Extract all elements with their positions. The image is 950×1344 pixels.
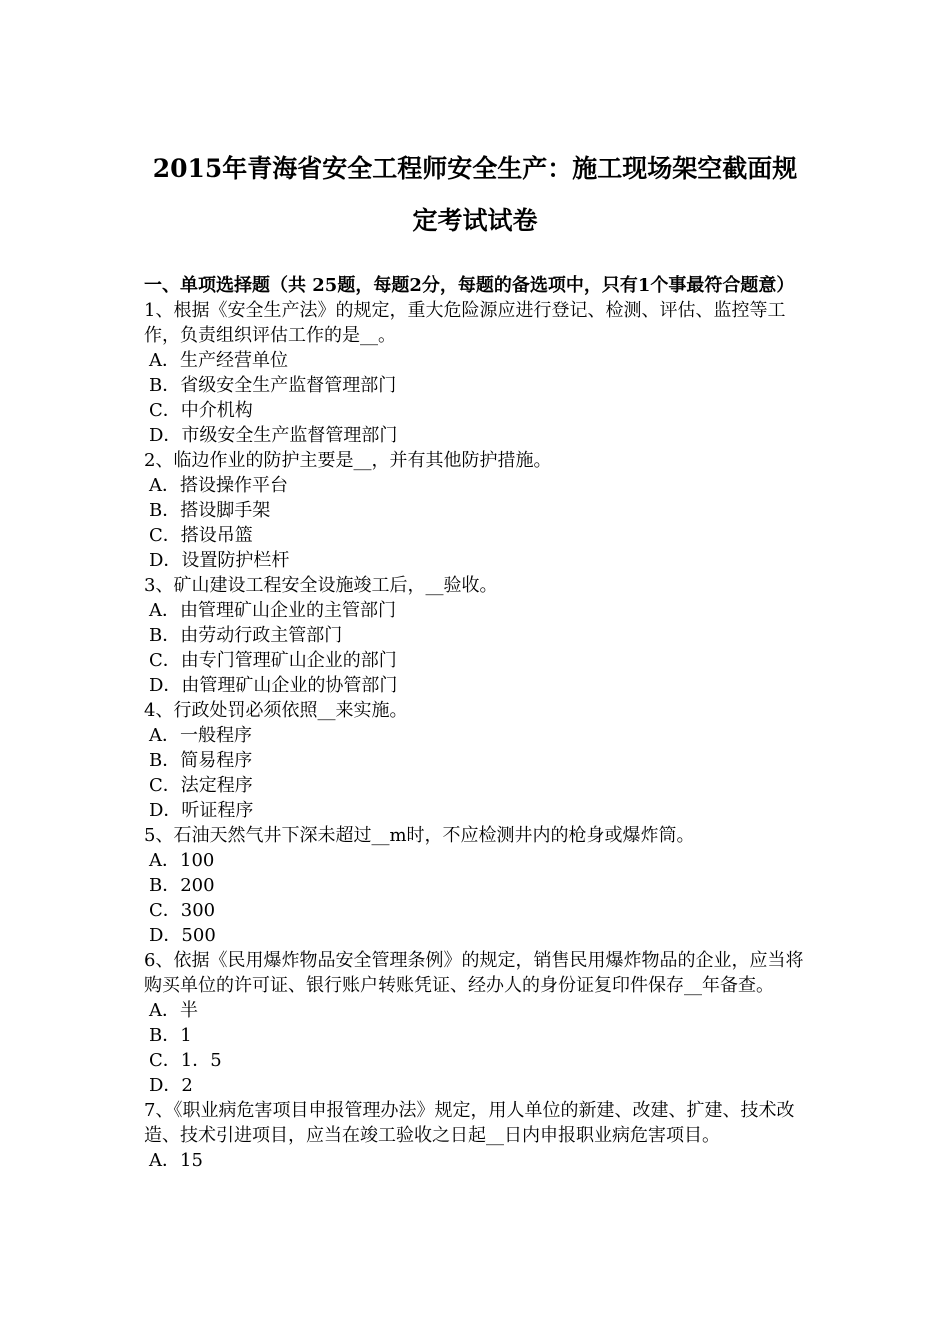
question-3-option-a: A．由管理矿山企业的主管部门 [149,600,396,621]
question-7-option-a: A．15 [149,1150,203,1171]
question-5-option-c: C．300 [149,900,216,921]
question-6: 6、依据《民用爆炸物品安全管理条例》的规定，销售民用爆炸物品的企业，应当将购买单位的许可证、银行账户转账凭证、经办人的身份证复印件保存__年备查。 [144,950,804,996]
question-2-option-d: D．设置防护栏杆 [149,550,290,571]
question-3-option-c: C．由专门管理矿山企业的部门 [149,650,397,671]
question-2-option-b: B．搭设脚手架 [149,500,271,521]
question-6-option-a: A．半 [149,1000,198,1021]
question-5-option-a: A．100 [149,850,215,871]
question-5-option-d: D．500 [149,925,216,946]
question-2: 2、临边作业的防护主要是__，并有其他防护措施。 [144,450,552,471]
question-1-option-d: D．市级安全生产监督管理部门 [149,425,398,446]
question-1-option-c: C．中介机构 [149,400,253,421]
question-3: 3、矿山建设工程安全设施竣工后，__验收。 [144,575,498,596]
question-1-option-b: B．省级安全生产监督管理部门 [149,375,397,396]
question-6-option-d: D．2 [149,1075,193,1096]
question-7: 7、《职业病危害项目申报管理办法》规定，用人单位的新建、改建、扩建、技术改造、技术引进项目，应当在竣工验收之日起__日内申报职业病危害项目。 [144,1100,795,1146]
question-6-option-c: C．1．5 [149,1050,222,1071]
question-5: 5、石油天然气井下深未超过__m时，不应检测井内的枪身或爆炸筒。 [144,825,695,846]
question-2-option-a: A．搭设操作平台 [149,475,288,496]
question-4-option-d: D．听证程序 [149,800,254,821]
question-3-option-d: D．由管理矿山企业的协管部门 [149,675,398,696]
question-4-option-b: B．简易程序 [149,750,253,771]
question-2-option-c: C．搭设吊篮 [149,525,253,546]
question-4-option-a: A．一般程序 [149,725,252,746]
question-3-option-b: B．由劳动行政主管部门 [149,625,343,646]
question-1: 1、根据《安全生产法》的规定，重大危险源应进行登记、检测、评估、监控等工作，负责组织评估工作的是__。 [144,300,786,346]
document-body [144,273,810,1173]
question-6-option-b: B．1 [149,1025,192,1046]
document-title-line-1: 2015年青海省安全工程师安全生产：施工现场架空截面规 [152,154,798,183]
question-4-option-c: C．法定程序 [149,775,253,796]
question-4: 4、行政处罚必须依照__来实施。 [144,700,408,721]
section-heading: 一、单项选择题（共 25题，每题2分，每题的备选项中，只有1个事最符合题意） [144,275,795,296]
question-5-option-b: B．200 [149,875,215,896]
document-title-line-2: 定考试试卷 [412,206,538,235]
question-1-option-a: A．生产经营单位 [149,350,288,371]
